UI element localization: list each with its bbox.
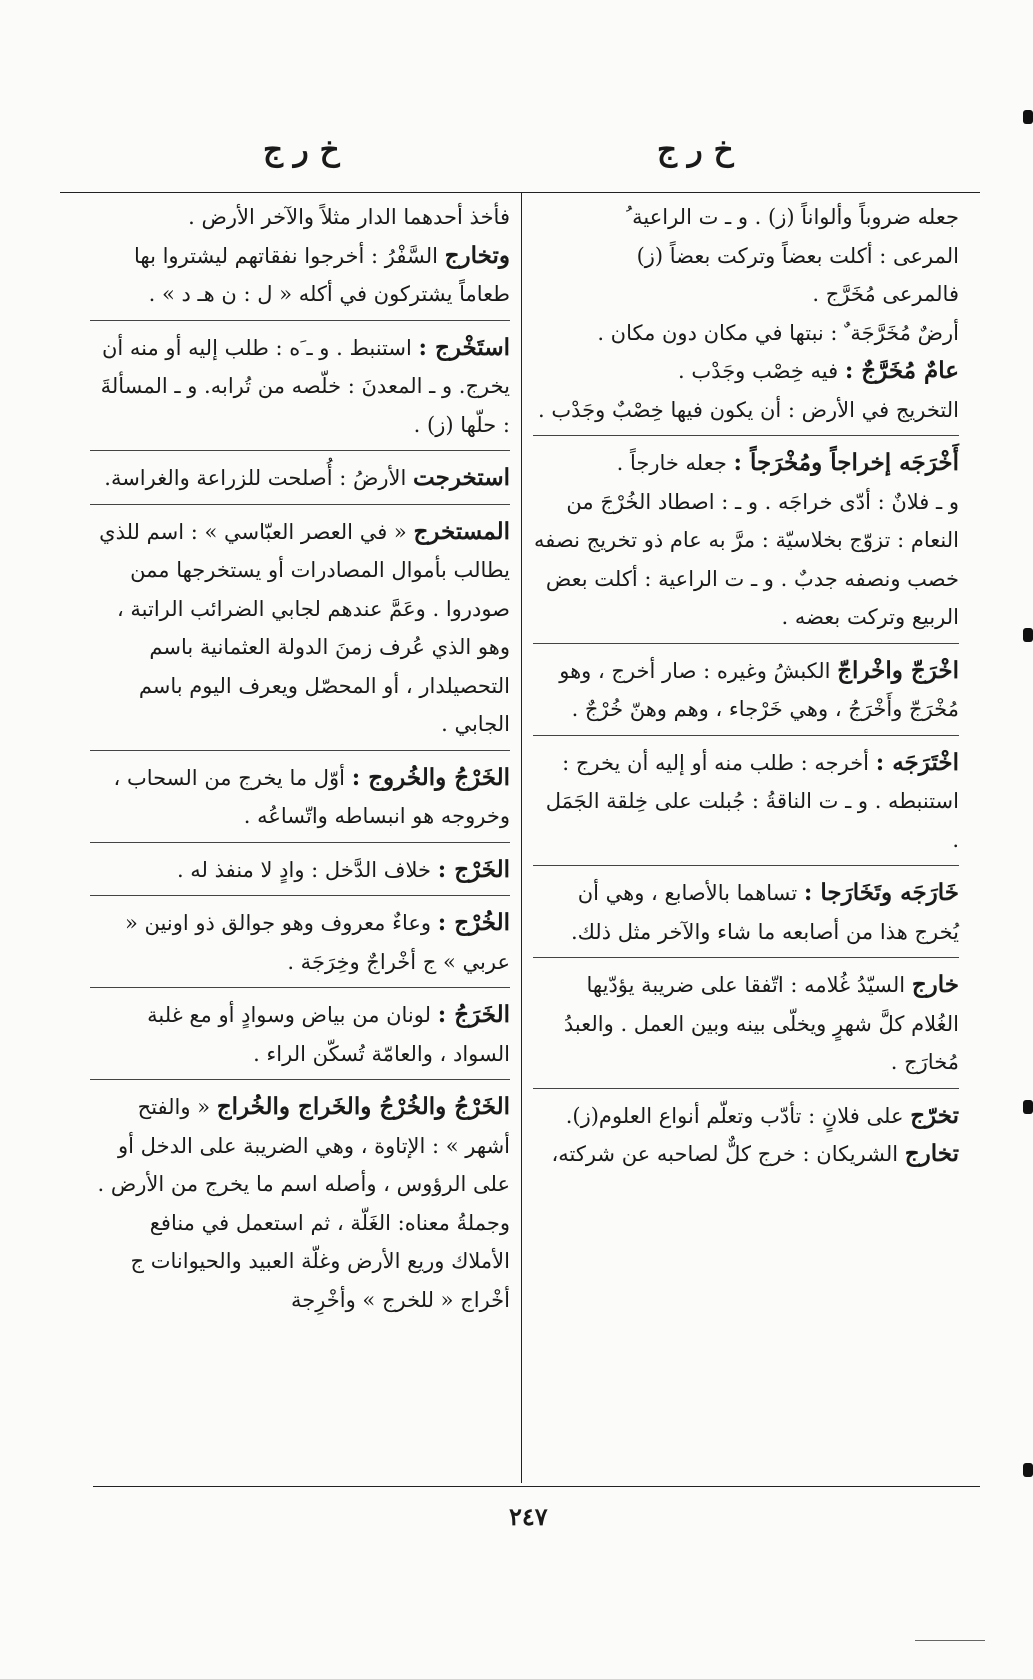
left-column xyxy=(90,198,510,1319)
root-header-right: خ ر ج xyxy=(657,132,734,168)
entry: خارج السيّدُ غُلامه : اتّفقا على ضريبة يؤدّيها الغُلام كلَّ شهرٍ ويخلّى بينه وبين العمل . والعبدُ مُخارَج . xyxy=(533,966,959,1089)
headword: وتخارج xyxy=(444,241,510,269)
headword: تخارج xyxy=(904,1140,959,1167)
headword: خارج xyxy=(911,971,959,998)
top-rule xyxy=(60,192,980,193)
headword: عامٌ مُخَرَّجٌ : xyxy=(844,357,959,384)
entry: أَخْرَجَه إخراجاً ومُخْرَجاً : جعله خارجاً . xyxy=(616,449,959,476)
headword: اخْتَرَجَه : xyxy=(875,748,959,776)
entry: خَارَجَه وتَخَارَجا : تساهما بالأصابع ، وهي أن يُخرج هذا من أصابعه ما شاء والآخر مثل ذلك. xyxy=(533,874,959,958)
headword: الخَرْجُ والخُرْجُ والخَراج والخُراج xyxy=(216,1093,510,1120)
bottom-rule xyxy=(93,1486,980,1487)
edge-mark xyxy=(1023,628,1033,642)
entry: الخَرَجُ : لونان من بياض وسوادٍ أو مع غلبة السواد ، والعامّة تُسكّن الراء . xyxy=(90,996,510,1080)
right-column xyxy=(533,198,959,1174)
headword: استَخْرج : xyxy=(418,333,510,361)
entry: المرعى : أكلت بعضاً وتركت بعضاً (ز) xyxy=(636,243,959,268)
corner-rule xyxy=(915,1640,985,1641)
headword: أَخْرَجَه إخراجاً ومُخْرَجاً : xyxy=(733,449,959,476)
entry: أرضٌ مُخَرَّجَة ٌ : نبتها في مكان دون مكان . xyxy=(597,320,959,345)
headword: المستخرج xyxy=(413,517,510,545)
entry: الخُرْج : وعاءٌ معروف وهو جوالق ذو اونين « عربي » ج أخْراجٌ وخِرَجَة . xyxy=(90,904,510,988)
edge-mark xyxy=(1023,1463,1033,1477)
headword: الخَرْج : xyxy=(437,855,510,883)
column-separator xyxy=(521,193,522,1483)
entry: فالمرعى مُخَرَّج . xyxy=(812,282,959,306)
entry: المستخرج « في العصر العبّاسي » : اسم للذي يطالب بأموال المصادرات أو يستخرجها ممن صودروا . وعَمَّ عندهم لجابي الضرائب الراتبة ، وهو الذي عُرف زمنَ الدولة العثمانية باسم التحصيلدار ، أو المحصّل ويعرف اليوم باسم الجابي . xyxy=(90,513,510,751)
headword: الخَرْجُ والخُروج : xyxy=(351,763,510,791)
headword: الخَرَجُ : xyxy=(437,1001,510,1028)
edge-mark xyxy=(1023,110,1033,124)
entry: جعله ضروباً وألواناً (ز) . و ـ ت الراعية ُ xyxy=(625,205,959,229)
entry: الخَرْجُ والخُرْجُ والخَراج والخُراج « والفتح أشهر » : الإتاوة ، وهي الضريبة على الدخل أو على الرؤوس ، وأصله اسم ما يخرج من الأرض . وجملةُ معناه: الغَلّة ، ثم استعمل في منافع الأملاك وريع الأرض وغلّة العبيد والحيوانات ج أخْراج « للخرج » وأخْرِجة xyxy=(97,1093,510,1312)
headword: تخرّج xyxy=(910,1101,959,1129)
headword: خَارَجَه وتَخَارَجا : xyxy=(803,879,959,906)
entry: تخارج الشريكان : خرج كلٌّ لصاحبه عن شركته، xyxy=(551,1140,959,1167)
headword: استخرجت xyxy=(413,464,510,491)
entry: وتخارج السَّفْرُ : أخرجوا نفقاتهم ليشتروا بها طعاماً يشتركون في أكله « ل : ن هـ د » . xyxy=(90,237,510,321)
entry: اخْتَرَجَه : أخرجه : طلب منه أو إليه أن يخرج : استنبطه . و ـ ت الناقةُ : جُبلت على خِلقة الجَمَل . xyxy=(533,744,959,867)
entry: تخرّج على فلانٍ : تأدّب وتعلّم أنواع العلوم(ز). xyxy=(565,1101,959,1129)
entry: عامٌ مُخَرَّجٌ : فيه خِصْب وجَدْب . xyxy=(678,357,959,384)
headword: اخْرَجّ واخْراجّ xyxy=(837,656,959,684)
edge-mark xyxy=(1023,1100,1033,1114)
entry: استخرجت الأرضُ : أُصلحت للزراعة والغراسة. xyxy=(90,459,510,505)
entry: الخَرْجُ والخُروج : أوّل ما يخرج من السحاب ، وخروجه هو انبساطه واتّساعُه . xyxy=(90,759,510,843)
page-number: ٢٤٧ xyxy=(509,1502,548,1531)
entry: استَخْرج : استنبط . و ـ َه : طلب إليه أو منه أن يخرج. و ـ المعدنَ : خلّصه من تُرابه. و ـ المسألةَ : حلّها (ز) . xyxy=(90,329,510,452)
entry: فأخذ أحدهما الدار مثلاً والآخر الأرض . xyxy=(188,205,510,229)
entry: التخريج في الأرض : أن يكون فيها خِصْبٌ وجَدْب . xyxy=(533,391,959,437)
root-header-left: خ ر ج xyxy=(263,132,340,168)
entry: و ـ فلانٌ : أدّى خراجَه . و ـ : اصطاد الخُرْجَ من النعام : تزوّج بخلاسيّة : مرَّ به عام ذو تخريج نصفه خصب ونصفه جدبٌ . و ـ ت الراعية : أكلت بعض الربيع وتركت بعضه . xyxy=(533,483,959,644)
entry: اخْرَجّ واخْراجّ الكبشُ وغيره : صار أخرج ، وهو مُخْرَجّ وأَخْرَجُ ، وهي خَرْجاء ، وهم وهنّ خُرْجٌ . xyxy=(533,652,959,736)
entry: الخَرْج : خلاف الدَّخل : وادٍ لا منفذ له . xyxy=(90,851,510,897)
headword: الخُرْج : xyxy=(437,909,510,936)
